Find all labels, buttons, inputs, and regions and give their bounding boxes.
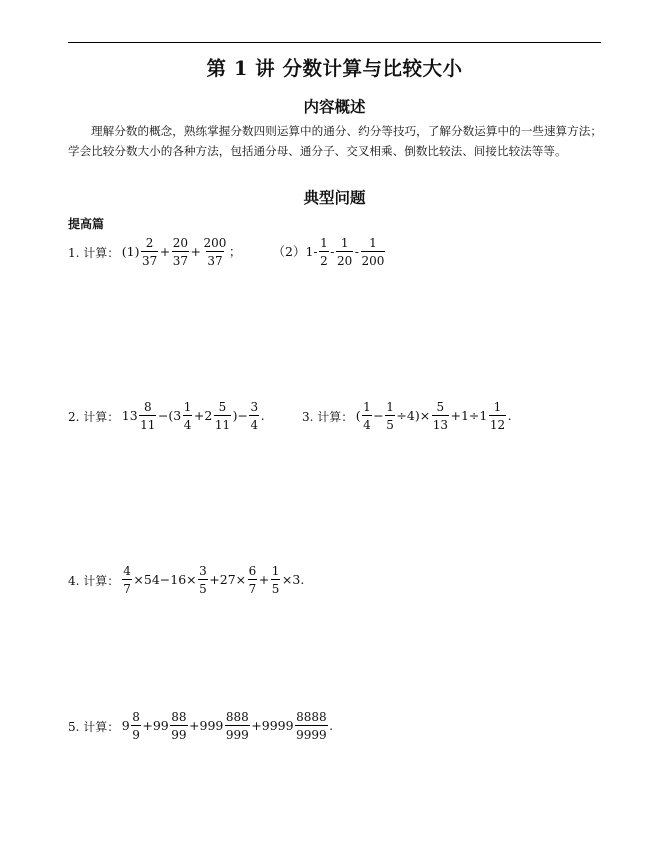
denominator: 37 — [141, 251, 158, 267]
problem-expression — [121, 565, 305, 595]
problem-5 — [68, 706, 334, 746]
fraction — [172, 237, 189, 267]
math-text: . — [507, 407, 512, 423]
denominator: 5 — [271, 579, 281, 595]
numerator: 20 — [172, 236, 189, 250]
problem-label: 1. 计算： — [68, 245, 120, 260]
math-text: ÷4)× — [396, 407, 431, 423]
overview-heading: 内容概述 — [303, 97, 366, 116]
math-text: - — [330, 243, 335, 259]
problem-1-part-2 — [272, 232, 386, 272]
denominator: 37 — [206, 251, 223, 267]
numerator: 8 — [143, 400, 152, 414]
problem-label: 5. 计算： — [68, 719, 120, 734]
numerator: 1 — [493, 400, 502, 414]
math-text: + — [159, 243, 171, 259]
fraction — [249, 401, 259, 431]
numerator: 1 — [320, 236, 328, 250]
numerator: 1 — [340, 236, 349, 250]
problem-expression — [121, 711, 333, 741]
denominator: 7 — [248, 579, 258, 595]
numerator: 6 — [248, 564, 257, 578]
numerator: 5 — [436, 400, 445, 414]
fraction — [170, 711, 187, 741]
fraction — [432, 401, 449, 431]
math-text: 9 — [121, 717, 130, 733]
problem-label: 2. 计算： — [68, 409, 120, 424]
problems-heading: 典型问题 — [303, 188, 366, 207]
numerator: 1 — [271, 564, 280, 578]
math-text: . — [260, 407, 265, 423]
math-text: . — [329, 717, 334, 733]
problem-expression — [121, 237, 242, 267]
problem-label: 4. 计算： — [68, 573, 120, 588]
numerator: 4 — [123, 564, 131, 578]
fraction — [489, 401, 506, 431]
numerator: 3 — [199, 564, 207, 578]
math-text: − — [373, 407, 384, 423]
problem-1 — [68, 232, 242, 272]
fraction — [271, 565, 281, 595]
denominator: 5 — [385, 415, 395, 431]
denominator: 12 — [489, 415, 506, 431]
denominator: 999 — [225, 725, 250, 741]
denominator: 9 — [131, 725, 141, 741]
page-title: 第 1 讲 分数计算与比较大小 — [206, 57, 463, 80]
fraction — [295, 711, 328, 741]
problem-expression — [272, 237, 386, 267]
math-text: - — [354, 243, 360, 259]
denominator: 4 — [183, 415, 193, 431]
math-text: ； — [228, 243, 242, 259]
denominator: 4 — [362, 415, 372, 431]
numerator: 888 — [225, 710, 249, 724]
problem-expression — [121, 401, 265, 431]
fraction — [183, 401, 193, 431]
problem-3 — [302, 396, 512, 436]
denominator: 37 — [172, 251, 189, 267]
fraction — [139, 401, 156, 431]
denominator: 99 — [170, 725, 187, 741]
fraction — [248, 565, 258, 595]
fraction — [319, 237, 329, 267]
numerator: 1 — [183, 400, 192, 414]
fraction — [336, 237, 353, 267]
numerator: 8 — [132, 710, 140, 724]
numerator: 88 — [171, 710, 187, 724]
math-text: (1) — [121, 243, 140, 259]
denominator: 2 — [319, 251, 329, 267]
fraction — [122, 565, 132, 595]
denominator: 11 — [214, 415, 231, 431]
fraction — [198, 565, 208, 595]
denominator: 4 — [249, 415, 259, 431]
problem-2 — [68, 396, 265, 436]
numerator: 1 — [386, 400, 394, 414]
math-text: +27× — [209, 571, 247, 587]
math-text: +999 — [189, 717, 224, 733]
fraction — [385, 401, 395, 431]
math-text: +2 — [193, 407, 213, 423]
fraction — [225, 711, 250, 741]
numerator: 8888 — [296, 710, 327, 724]
subheading-advanced: 提高篇 — [68, 217, 105, 231]
fraction — [214, 401, 231, 431]
math-text: )− — [232, 407, 248, 423]
numerator: 2 — [145, 236, 154, 250]
denominator: 5 — [198, 579, 208, 595]
fraction — [362, 401, 372, 431]
fraction — [203, 237, 228, 267]
math-text: + — [258, 571, 270, 587]
math-text: −(3 — [157, 407, 182, 423]
denominator: 11 — [139, 415, 156, 431]
problem-expression — [355, 401, 512, 431]
math-text: + — [190, 243, 202, 259]
problem-label: 3. 计算： — [302, 409, 354, 424]
overview-text: 理解分数的概念，熟练掌握分数四则运算中的通分、约分等技巧，了解分数运算中的一些速算方法；学会比较分数大小的各种方法，包括通分母、通分子、交叉相乘、倒数比较法、间接比较法等等。 — [68, 124, 602, 158]
denominator: 7 — [122, 579, 132, 595]
math-text: ×54−16× — [133, 571, 197, 587]
denominator: 20 — [336, 251, 353, 267]
math-text: +99 — [142, 717, 169, 733]
math-text: +1÷1 — [450, 407, 488, 423]
fraction — [141, 237, 158, 267]
header-rule — [68, 42, 601, 43]
fraction — [131, 711, 141, 741]
denominator: 200 — [361, 251, 386, 267]
denominator: 9999 — [295, 725, 328, 741]
numerator: 200 — [203, 236, 227, 250]
math-text: ( — [355, 407, 361, 423]
problem-4 — [68, 560, 305, 600]
denominator: 13 — [432, 415, 449, 431]
math-text: ×3. — [281, 571, 305, 587]
math-text: （2）1- — [272, 243, 318, 259]
fraction — [361, 237, 386, 267]
numerator: 1 — [363, 400, 371, 414]
numerator: 3 — [250, 400, 259, 414]
numerator: 5 — [218, 400, 227, 414]
math-text: +9999 — [251, 717, 294, 733]
numerator: 1 — [369, 236, 377, 250]
math-text: 13 — [121, 407, 138, 423]
